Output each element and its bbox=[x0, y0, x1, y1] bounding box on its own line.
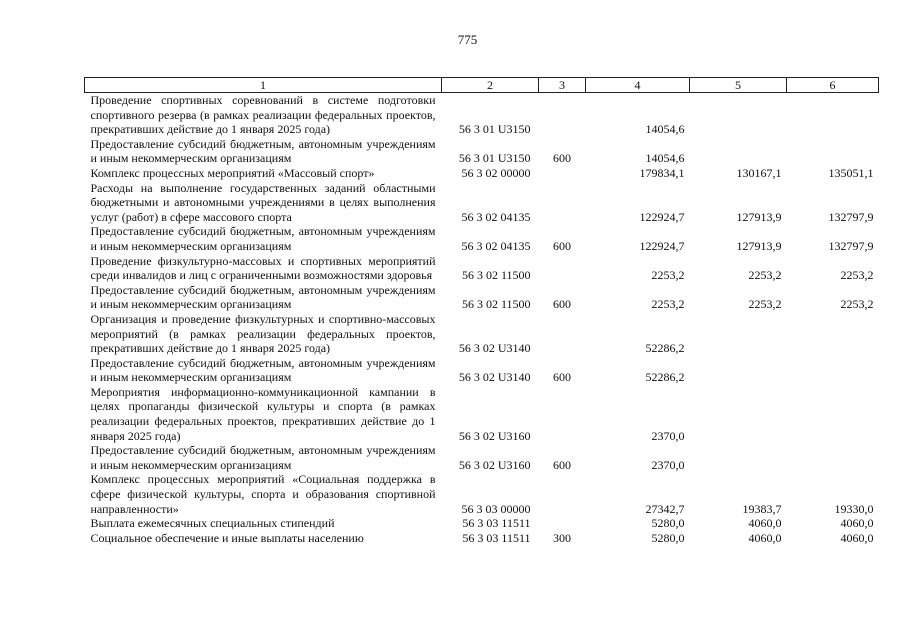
row-expense-type: 600 bbox=[553, 370, 571, 385]
row-expense-type bbox=[539, 516, 586, 531]
column-header-year-3: 6 bbox=[787, 78, 879, 93]
row-value-year-2 bbox=[690, 443, 787, 472]
row-code: 56 3 03 11511 bbox=[462, 530, 531, 545]
row-value-year-3: 4060,0 bbox=[840, 516, 874, 531]
row-value-year-2 bbox=[690, 137, 787, 166]
row-name: Мероприятия информационно-коммуникационной кампании в целях пропаганды физической культуры и спорта (в рамках реализации федеральных проектов, прекративших действие до 1 января 2025 года) bbox=[90, 384, 436, 443]
row-code: 56 3 03 11511 bbox=[462, 516, 531, 531]
row-value-year-1: 2370,0 bbox=[651, 457, 685, 472]
row-code: 56 3 03 00000 bbox=[461, 501, 531, 516]
row-name: Предоставление субсидий бюджетным, автономным учреждениям и иным некоммерческим организациям bbox=[90, 224, 436, 253]
row-expense-type: 600 bbox=[553, 151, 571, 166]
row-value-year-3 bbox=[787, 93, 879, 137]
row-code: 56 3 02 U3140 bbox=[458, 341, 531, 356]
row-value-year-1: 27342,7 bbox=[645, 501, 685, 516]
row-expense-type bbox=[539, 254, 586, 283]
row-value-year-2: 2253,2 bbox=[748, 268, 782, 283]
budget-table bbox=[84, 77, 879, 545]
row-code: 56 3 02 U3140 bbox=[458, 370, 531, 385]
row-expense-type bbox=[539, 166, 586, 181]
row-value-year-2: 127913,9 bbox=[736, 238, 782, 253]
table-row bbox=[85, 356, 879, 385]
row-expense-type: 600 bbox=[553, 238, 571, 253]
page-number: 775 bbox=[457, 32, 478, 47]
row-value-year-2: 4060,0 bbox=[748, 530, 782, 545]
table-row bbox=[85, 254, 879, 283]
row-name: Предоставление субсидий бюджетным, автономным учреждениям и иным некоммерческим организациям bbox=[90, 282, 436, 312]
table-row bbox=[85, 312, 879, 356]
row-code: 56 3 02 00000 bbox=[461, 165, 531, 180]
row-value-year-2 bbox=[690, 93, 787, 137]
row-value-year-3: 132797,9 bbox=[828, 209, 874, 224]
row-expense-type bbox=[539, 181, 586, 225]
row-value-year-2 bbox=[690, 312, 787, 356]
row-name: Комплекс процессных мероприятий «Массовый спорт» bbox=[90, 165, 375, 180]
row-name: Предоставление субсидий бюджетным, автономным учреждениям и иным некоммерческим организациям bbox=[90, 136, 436, 166]
row-value-year-3: 2253,2 bbox=[840, 297, 874, 312]
row-code: 56 3 02 04135 bbox=[461, 238, 531, 253]
column-header-expense-type: 3 bbox=[539, 78, 586, 93]
column-header-code: 2 bbox=[442, 78, 539, 93]
row-name: Выплата ежемесячных специальных стипендий bbox=[90, 516, 335, 531]
row-value-year-1: 179834,1 bbox=[639, 165, 685, 180]
row-code: 56 3 01 U3150 bbox=[458, 122, 531, 137]
row-name: Проведение спортивных соревнований в системе подготовки спортивного резерва (в рамках реализации федеральных проектов, прекративших действие до 1 января 2025 года) bbox=[90, 93, 436, 137]
row-value-year-1: 5280,0 bbox=[651, 516, 685, 531]
row-value-year-1: 122924,7 bbox=[639, 238, 685, 253]
row-value-year-3: 132797,9 bbox=[828, 238, 874, 253]
column-header-year-2: 5 bbox=[690, 78, 787, 93]
row-code: 56 3 02 04135 bbox=[461, 209, 531, 224]
row-value-year-2: 4060,0 bbox=[748, 516, 782, 531]
row-value-year-2: 130167,1 bbox=[736, 165, 782, 180]
row-value-year-2 bbox=[690, 356, 787, 385]
column-header-name: 1 bbox=[85, 78, 442, 93]
row-value-year-2: 127913,9 bbox=[736, 209, 782, 224]
row-code: 56 3 02 U3160 bbox=[458, 457, 531, 472]
row-value-year-3 bbox=[787, 137, 879, 166]
row-name: Расходы на выполнение государственных заданий областными бюджетными и автономными учреждениями в целях выполнения услуг (работ) в сфере массового спорта bbox=[90, 180, 436, 224]
row-value-year-1: 52286,2 bbox=[645, 341, 685, 356]
row-code: 56 3 02 U3160 bbox=[458, 428, 531, 443]
row-value-year-1: 2370,0 bbox=[651, 428, 685, 443]
row-expense-type bbox=[539, 312, 586, 356]
row-expense-type bbox=[539, 93, 586, 137]
row-value-year-1: 52286,2 bbox=[645, 370, 685, 385]
row-value-year-3: 19330,0 bbox=[834, 501, 874, 516]
table-row bbox=[85, 93, 879, 137]
row-code: 56 3 01 U3150 bbox=[458, 151, 531, 166]
row-expense-type bbox=[539, 472, 586, 516]
row-name: Предоставление субсидий бюджетным, автономным учреждениям и иным некоммерческим организациям bbox=[90, 355, 436, 385]
row-value-year-2: 19383,7 bbox=[742, 501, 782, 516]
row-value-year-1: 122924,7 bbox=[639, 209, 685, 224]
table-header-row bbox=[85, 78, 879, 93]
row-code: 56 3 02 11500 bbox=[461, 268, 531, 283]
table-row bbox=[85, 137, 879, 166]
row-value-year-2 bbox=[690, 385, 787, 443]
row-value-year-3 bbox=[787, 443, 879, 472]
row-name: Комплекс процессных мероприятий «Социальная поддержка в сфере физической культуры, спорта и образования спортивной направленности» bbox=[90, 472, 436, 516]
row-value-year-1: 14054,6 bbox=[645, 151, 685, 166]
row-value-year-1: 2253,2 bbox=[651, 268, 685, 283]
row-expense-type bbox=[539, 385, 586, 443]
row-value-year-1: 2253,2 bbox=[651, 297, 685, 312]
table-row bbox=[85, 531, 879, 546]
row-name: Проведение физкультурно-массовых и спортивных мероприятий среди инвалидов и лиц с ограниченными возможностями здоровья bbox=[90, 253, 436, 283]
row-value-year-1: 14054,6 bbox=[645, 122, 685, 137]
row-expense-type: 600 bbox=[553, 457, 571, 472]
table-row bbox=[85, 385, 879, 443]
row-value-year-3: 2253,2 bbox=[840, 268, 874, 283]
table-body bbox=[85, 93, 879, 546]
row-value-year-3: 4060,0 bbox=[840, 530, 874, 545]
row-value-year-2: 2253,2 bbox=[748, 297, 782, 312]
table-row bbox=[85, 443, 879, 472]
row-name: Организация и проведение физкультурных и спортивно-массовых мероприятий (в рамках реализации федеральных проектов, прекративших действие до 1 января 2025 года) bbox=[90, 311, 436, 356]
table-row bbox=[85, 224, 879, 253]
table-row bbox=[85, 166, 879, 181]
row-value-year-3 bbox=[787, 312, 879, 356]
row-value-year-3: 135051,1 bbox=[828, 165, 874, 180]
column-header-year-1: 4 bbox=[586, 78, 690, 93]
table-row bbox=[85, 283, 879, 312]
row-expense-type: 300 bbox=[553, 530, 571, 545]
table-row bbox=[85, 472, 879, 516]
row-code: 56 3 02 11500 bbox=[461, 297, 531, 312]
row-value-year-3 bbox=[787, 385, 879, 443]
row-expense-type: 600 bbox=[553, 297, 571, 312]
row-name: Предоставление субсидий бюджетным, автономным учреждениям и иным некоммерческим организациям bbox=[90, 443, 436, 472]
table-row bbox=[85, 516, 879, 531]
row-name: Социальное обеспечение и иные выплаты населению bbox=[90, 530, 364, 545]
row-value-year-1: 5280,0 bbox=[651, 530, 685, 545]
row-value-year-3 bbox=[787, 356, 879, 385]
table-row bbox=[85, 181, 879, 225]
